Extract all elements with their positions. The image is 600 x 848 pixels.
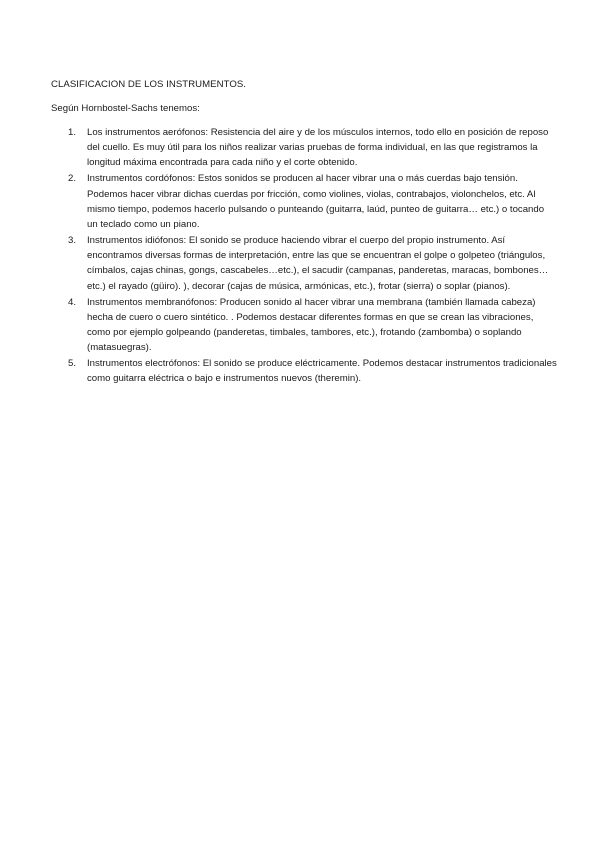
list-item [68,125,557,171]
list-item-text: Instrumentos electrófonos: El sonido se produce eléctricamente. Podemos destacar instrumentos tradicionales como guitarra eléctrica o bajo e instrumentos nuevos (theremin). [87,358,557,385]
instrument-list [68,125,557,387]
list-item-number: 5. [68,358,77,370]
list-item-number: 2. [68,173,77,185]
list-item-text: Instrumentos cordófonos: Estos sonidos se producen al hacer vibrar una o más cuerdas bajo tensión. Podemos hacer vibrar dichas cuerdas por fricción, como violines, violas, contrabajos, violonchelos, etc. Al mismo tiempo, podemos hacerlo pulsando o punteando (guitarra, laúd, punteo de guitarra… etc.) o tocando un teclado como un piano. [87,173,545,231]
list-item-text: Instrumentos membranófonos: Producen sonido al hacer vibrar una membrana (también llamada cabeza) hecha de cuero o cuero sintético. . Podemos destacar diferentes formas en que se crean las vibraciones, como por ejemplo golpeando (panderetas, timbales, tambores, etc.), frotando (zambomba) o soplando (matasuegras). [87,296,536,354]
list-item-text: Los instrumentos aerófonos: Resistencia del aire y de los músculos internos, todo ello en posición de reposo del cuello. Es muy útil para los niños realizar varias pruebas de forma individual, en las que registramos la longitud máxima encontrada para cada niño y el corte obtenido. [87,127,549,169]
list-item-number: 1. [68,127,77,138]
intro-text: Según Hornbostel-Sachs tenemos: [51,103,200,114]
list-item [68,295,557,356]
list-item [68,233,557,294]
list-item [68,171,557,232]
list-item-number: 4. [68,296,77,308]
document-title: CLASIFICACION DE LOS INSTRUMENTOS. [51,79,247,90]
list-item-text: Instrumentos idiófonos: El sonido se produce haciendo vibrar el cuerpo del propio instrumento. Así encontramos diversas formas de interpretación, entre las que se encuentran el golpe o golpeteo (triángulos, címbalos, cajas chinas, gongs, cascabeles…etc.), el sacudir (campanas, panderetas, maracas, bombones…etc.) el rayado (güiro). ), decorar (cajas de música, armónicas, etc.), frotar (sierra) o soplar (pianos). [87,235,549,292]
list-item [68,356,557,386]
list-item-number: 3. [68,235,77,247]
